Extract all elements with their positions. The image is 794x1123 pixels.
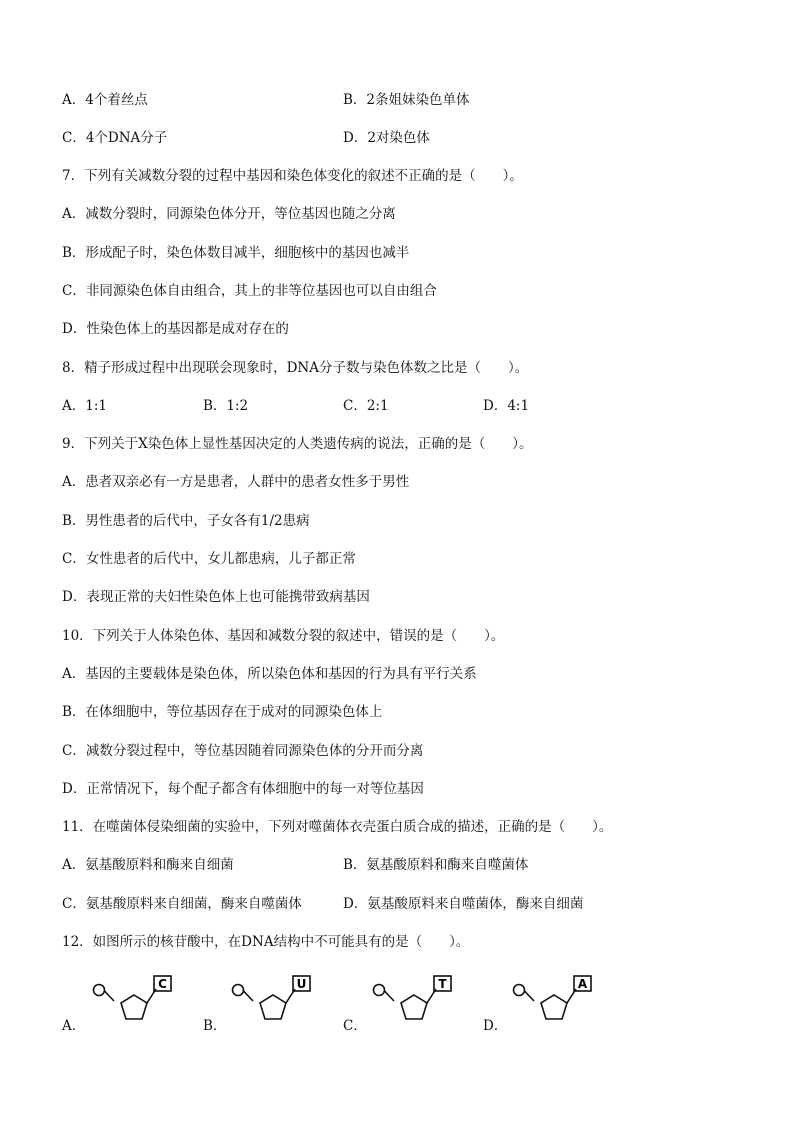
- q11-option-b: B．氨基酸原料和酶来自噬菌体: [343, 857, 529, 873]
- q7-stem: 7．下列有关减数分裂的过程中基因和染色体变化的叙述不正确的是（ ）。: [62, 168, 523, 184]
- base-letter: U: [296, 977, 307, 991]
- base-letter: C: [158, 977, 167, 991]
- q9-option-b: B．男性患者的后代中，子女各有1/2患病: [62, 513, 310, 529]
- q12-option-d-label: D．: [483, 1018, 508, 1034]
- nucleotide-u-diagram: [231, 973, 311, 1033]
- q8-option-a: A．1:1: [62, 398, 107, 414]
- q8-option-c: C．2:1: [343, 398, 389, 414]
- q11-option-a: A．氨基酸原料和酶来自细菌: [62, 857, 234, 873]
- q11-option-d: D．氨基酸原料来自噬菌体，酶来自细菌: [343, 896, 584, 912]
- q10-option-a: A．基因的主要载体是染色体，所以染色体和基因的行为具有平行关系: [62, 666, 477, 682]
- q12-option-c-label: C．: [343, 1018, 367, 1034]
- q6-option-b: B．2条姐妹染色单体: [343, 92, 470, 108]
- q10-option-d: D．正常情况下，每个配子都含有体细胞中的每一对等位基因: [62, 781, 424, 797]
- q11-option-c: C．氨基酸原料来自细菌，酶来自噬菌体: [62, 896, 302, 912]
- q6-option-a: A．4个着丝点: [62, 92, 148, 108]
- q9-option-d: D．表现正常的夫妇性染色体上也可能携带致病基因: [62, 589, 370, 605]
- q10-option-c: C．减数分裂过程中，等位基因随着同源染色体的分开而分离: [62, 743, 424, 759]
- q9-option-c: C．女性患者的后代中，女儿都患病，儿子都正常: [62, 551, 356, 567]
- q6-option-c: C．4个DNA分子: [62, 130, 168, 146]
- q7-option-c: C．非同源染色体自由组合，其上的非等位基因也可以自由组合: [62, 283, 437, 299]
- base-letter: A: [577, 977, 588, 991]
- q7-option-b: B．形成配子时，染色体数目减半，细胞核中的基因也减半: [62, 245, 410, 261]
- q11-stem: 11．在噬菌体侵染细菌的实验中，下列对噬菌体衣壳蛋白质合成的描述，正确的是（ ）。: [62, 819, 613, 835]
- nucleotide-a-diagram: [512, 973, 592, 1033]
- q6-option-d: D．2对染色体: [343, 130, 430, 146]
- nucleotide-c-diagram: [92, 973, 172, 1033]
- q12-option-b-label: B．: [203, 1018, 227, 1034]
- q10-stem: 10．下列关于人体染色体、基因和减数分裂的叙述中，错误的是（ ）。: [62, 628, 505, 644]
- q12-option-a-label: A．: [62, 1018, 86, 1034]
- q8-option-b: B．1:2: [203, 398, 249, 414]
- q7-option-a: A．减数分裂时，同源染色体分开，等位基因也随之分离: [62, 206, 396, 222]
- q8-option-d: D．4:1: [483, 398, 530, 414]
- base-letter: T: [438, 977, 447, 991]
- q9-stem: 9．下列关于X染色体上显性基因决定的人类遗传病的说法，正确的是（ ）。: [62, 436, 533, 452]
- q10-option-b: B．在体细胞中，等位基因存在于成对的同源染色体上: [62, 704, 383, 720]
- q7-option-d: D．性染色体上的基因都是成对存在的: [62, 321, 289, 337]
- q8-stem: 8．精子形成过程中出现联会现象时，DNA分子数与染色体数之比是（ ）。: [62, 360, 529, 376]
- nucleotide-t-diagram: [372, 973, 452, 1033]
- q9-option-a: A．患者双亲必有一方是患者，人群中的患者女性多于男性: [62, 474, 410, 490]
- q12-stem: 12．如图所示的核苷酸中，在DNA结构中不可能具有的是（ ）。: [62, 934, 470, 950]
